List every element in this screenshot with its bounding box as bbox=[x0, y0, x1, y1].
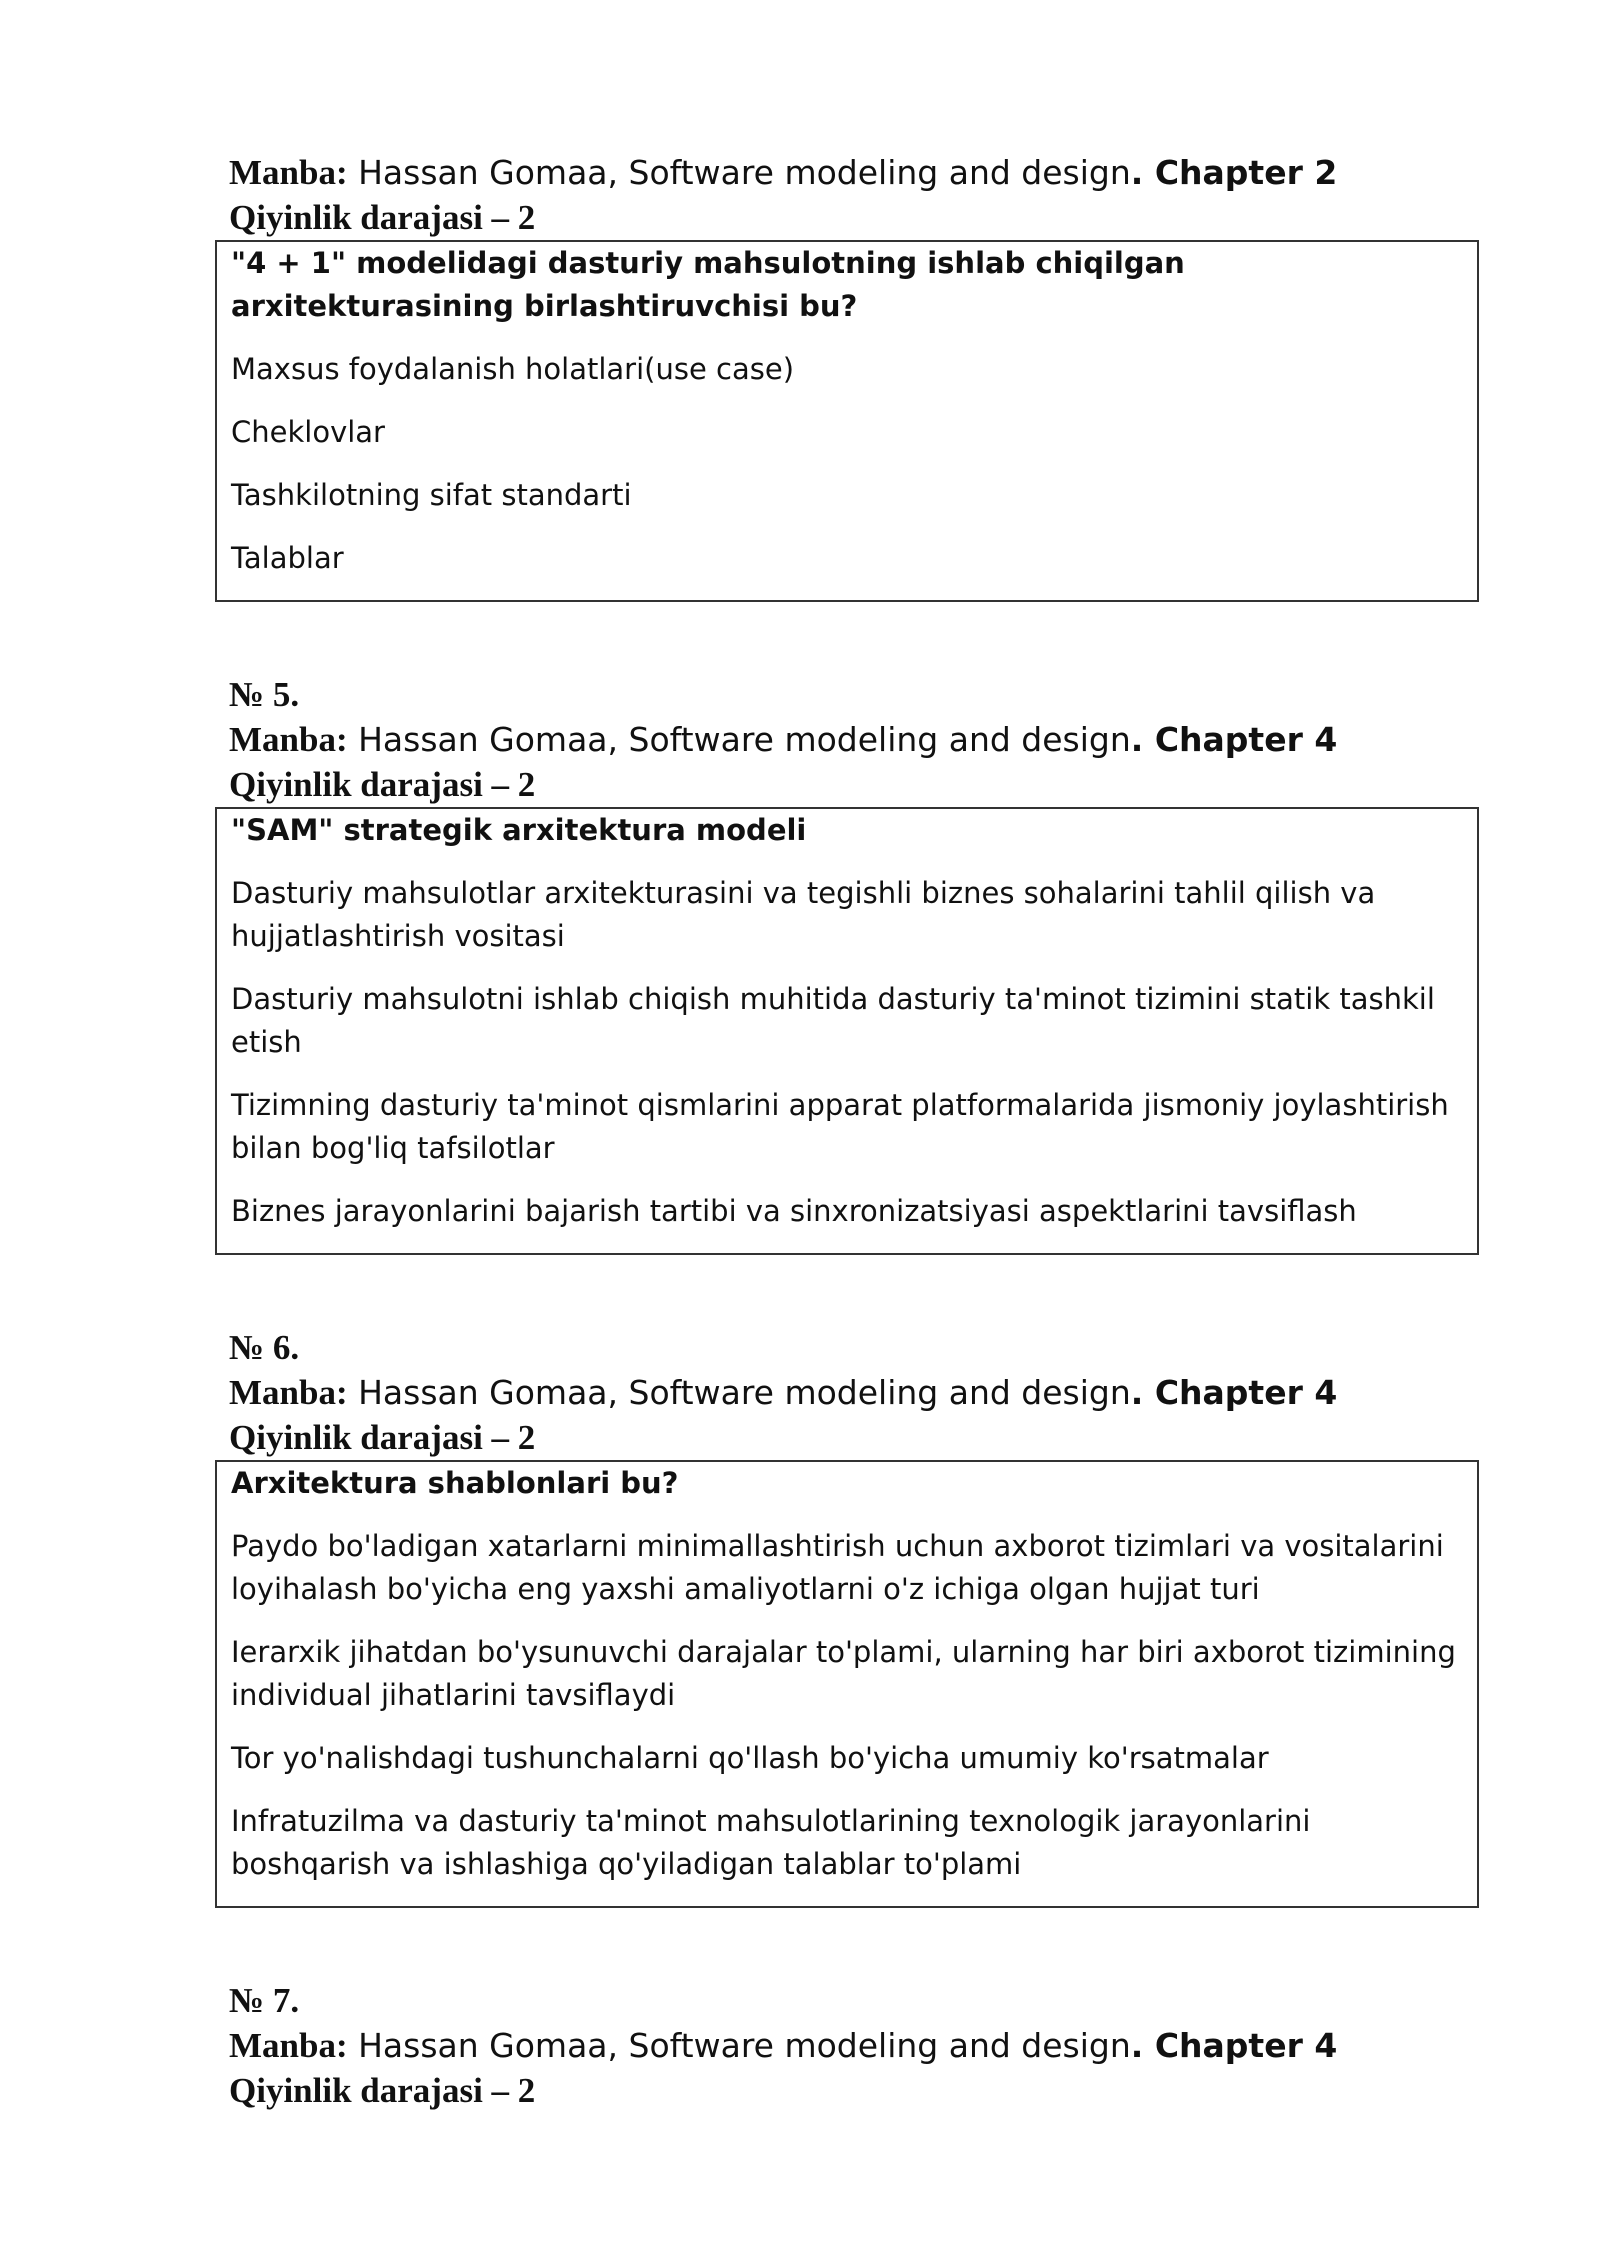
question-text: Arxitektura shablonlari bu? bbox=[231, 1466, 679, 1500]
answer-option: Maxsus foydalanish holatlari(use case) bbox=[231, 352, 795, 386]
chapter-label: Chapter 4 bbox=[1143, 720, 1338, 759]
answer-option: Tashkilotning sifat standarti bbox=[231, 478, 632, 512]
source-text: Hassan Gomaa, Software modeling and design bbox=[347, 2026, 1131, 2065]
source-dot: . bbox=[1130, 2026, 1144, 2065]
question-table bbox=[215, 1460, 1479, 1908]
question-number: № 6. bbox=[229, 1328, 300, 1367]
chapter-label: Chapter 4 bbox=[1143, 1373, 1338, 1412]
answer-option: Cheklovlar bbox=[231, 415, 385, 449]
source-text: Hassan Gomaa, Software modeling and design bbox=[347, 720, 1131, 759]
answer-option: Tizimning dasturiy ta'minot qismlarini apparat platformalarida jismoniy joylashtirish bilan bog'liq tafsilotlar bbox=[231, 1088, 1449, 1165]
source-line bbox=[229, 2023, 1481, 2068]
question-text: "SAM" strategik arxitektura modeli bbox=[231, 813, 807, 847]
source-label: Manba: bbox=[229, 2026, 348, 2065]
difficulty-level: Qiyinlik darajasi – 2 bbox=[229, 765, 536, 804]
answer-option: Biznes jarayonlarini bajarish tartibi va sinxronizatsiyasi aspektlarini tavsiflash bbox=[231, 1194, 1357, 1228]
answer-option: Paydo bo'ladigan xatarlarni minimallashtirish uchun axborot tizimlari va vositalarini loyihalash bo'yicha eng yaxshi amaliyotlarni o'z ichiga olgan hujjat turi bbox=[231, 1529, 1444, 1606]
question-block bbox=[229, 672, 1481, 1255]
question-text: "4 + 1" modelidagi dasturiy mahsulotning ishlab chiqilgan arxitekturasining birlashtiruvchisi bu? bbox=[231, 246, 1185, 323]
question-block bbox=[229, 1325, 1481, 1908]
question-table bbox=[215, 240, 1479, 602]
difficulty-level: Qiyinlik darajasi – 2 bbox=[229, 1418, 536, 1457]
source-line bbox=[229, 1370, 1481, 1415]
source-line bbox=[229, 717, 1481, 762]
answer-option: Tor yo'nalishdagi tushunchalarni qo'llash bo'yicha umumiy ko'rsatmalar bbox=[231, 1741, 1269, 1775]
source-label: Manba: bbox=[229, 1373, 348, 1412]
document-page bbox=[229, 150, 1481, 2183]
source-dot: . bbox=[1130, 1373, 1144, 1412]
answer-option: Ierarxik jihatdan bo'ysunuvchi darajalar to'plami, ularning har biri axborot tizimining individual jihatlarini tavsiflaydi bbox=[231, 1635, 1456, 1712]
answer-option: Infratuzilma va dasturiy ta'minot mahsulotlarining texnologik jarayonlarini boshqarish va ishlashiga qo'yiladigan talablar to'plami bbox=[231, 1804, 1311, 1881]
answer-option: Talablar bbox=[231, 541, 344, 575]
question-number: № 5. bbox=[229, 675, 300, 714]
source-text: Hassan Gomaa, Software modeling and design bbox=[347, 1373, 1131, 1412]
source-label: Manba: bbox=[229, 153, 348, 192]
chapter-label: Chapter 4 bbox=[1143, 2026, 1338, 2065]
answer-option: Dasturiy mahsulotni ishlab chiqish muhitida dasturiy ta'minot tizimini statik tashkil etish bbox=[231, 982, 1435, 1059]
question-number: № 7. bbox=[229, 1981, 300, 2020]
source-dot: . bbox=[1130, 720, 1144, 759]
source-line bbox=[229, 150, 1481, 195]
question-block bbox=[229, 150, 1481, 602]
source-text: Hassan Gomaa, Software modeling and design bbox=[347, 153, 1131, 192]
answer-option: Dasturiy mahsulotlar arxitekturasini va tegishli biznes sohalarini tahlil qilish va hujjatlashtirish vositasi bbox=[231, 876, 1376, 953]
question-table bbox=[215, 807, 1479, 1255]
difficulty-level: Qiyinlik darajasi – 2 bbox=[229, 2071, 536, 2110]
source-dot: . bbox=[1130, 153, 1144, 192]
question-block bbox=[229, 1978, 1481, 2113]
source-label: Manba: bbox=[229, 720, 348, 759]
difficulty-level: Qiyinlik darajasi – 2 bbox=[229, 198, 536, 237]
chapter-label: Chapter 2 bbox=[1143, 153, 1338, 192]
